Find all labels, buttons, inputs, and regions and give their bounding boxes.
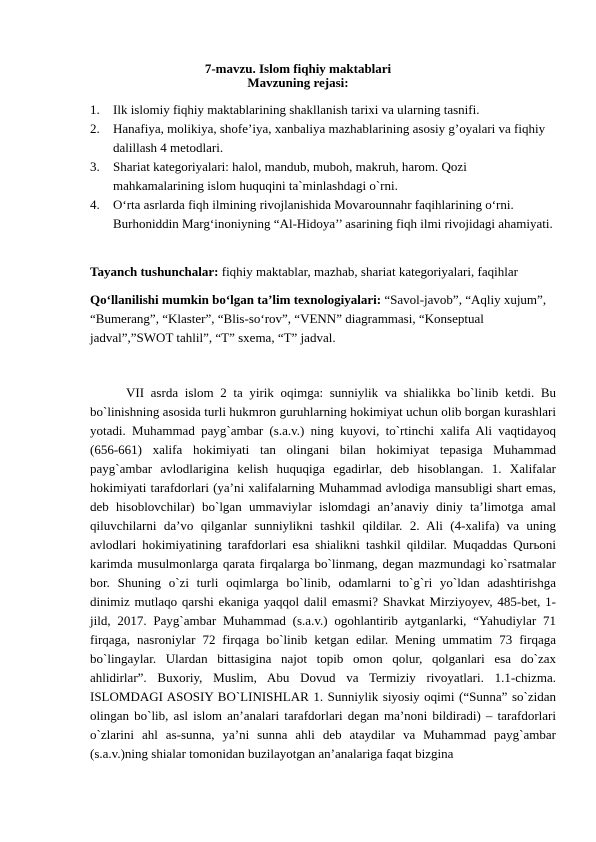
plan-item-text: Hanafiya, molikiya, shofe’iya, xanbaliya mazhablarining asosiy g’oyalari va fiqhiy dalillash 4 metodlari. [113, 121, 546, 155]
plan-item [90, 157, 560, 195]
plan-item-number: 3. [90, 159, 100, 174]
plan-heading: Mavzuning rejasi: [247, 75, 349, 90]
plan-item-text: O‘rta asrlarda fiqh ilmining rivojlanishida Movarounnahr faqihlarining o‘rni. Burhoniddin Marg‘inoniyning “Al-Hidoya’’ asarining fiqh ilmi rivojidagi ahamiyati. [113, 197, 553, 231]
plan-item [90, 119, 560, 157]
key-concepts [90, 262, 560, 281]
key-concepts-label: Tayanch tushunchalar: [90, 264, 219, 279]
plan-item-number: 2. [90, 121, 100, 136]
key-concepts-text: fiqhiy maktablar, mazhab, shariat kategoriyalari, faqihlar [218, 264, 518, 279]
plan-item-text: Shariat kategoriyalari: halol, mandub, muboh, makruh, harom. Qozi mahkamalarining islom huquqini ta`minlashdagi o`rni. [113, 159, 467, 193]
teaching-technologies [90, 290, 560, 347]
plan-list [90, 100, 560, 233]
topic-title: 7-mavzu. Islom fiqhiy maktablari [204, 61, 392, 76]
teaching-technologies-label: Qo‘llanilishi mumkin bo‘lgan ta’lim texnologiyalari: [90, 292, 382, 307]
plan-item [90, 195, 560, 233]
plan-item-text: Ilk islomiy fiqhiy maktablarining shakllanish tarixi va ularning tasnifi. [113, 102, 480, 117]
plan-item-number: 4. [90, 197, 100, 212]
plan-item [90, 100, 560, 119]
plan-item-number: 1. [90, 102, 100, 117]
body-paragraph: VII asrda islom 2 ta yirik oqimga: sunniylik va shialikka bo`linib ketdi. Bu bo`linishning asosida turli hukmron guruhlarning hokimiyat uchun olib borgan kurashlari yotadi. Muhammad payg`ambar (s.a.v.) ning kuyovi, to`rtinchi xalifa Ali vaqtidayoq (656-661) xalifa hokimiyati tan olingani bilan hokimiyat tepasiga Muhammad payg`ambar avlodlarigina kelish huquqiga egadirlar, deb hisoblangan. 1. Xalifalar hokimiyati tarafdorlari (ya’ni xalifalarning Muhammad avlodiga mansubligi shart emas, deb hisoblovchilar) bo`lgan ummaviylar islomdagi an’anaviy diniy ta’limotga amal qiluvchilarni da’vo qilganlar sunniylikni tashkil qildilar. 2. Ali (4-xalifa) va uning avlodlari hokimiyatining tarafdorlari esa shialikni tashkil qildilar. Muqaddas Qurьoni karimda musulmonlarga qarata firqalarga bo`linmang, degan mazmundagi ko`rsatmalar bor. Shuning o`zi turli oqimlarga bo`linib, odamlarni to`g`ri yo`ldan adashtirishga dinimiz mutlaqo qarshi ekaniga yaqqol dalil emasmi? Shavkat Mirziyoyev, 485-bet, 1-jild, 2017. Payg`ambar Muhammad (s.a.v.) ogohlantirib aytganlarki, “Yahudiylar 71 firqaga, nasroniylar 72 firqaga bo`linib ketgan edilar. Mening ummatim 73 firqaga bo`lingaylar. Ulardan bittasigina najot topib omon qolur, qolganlari esa do`zax ahlidirlar”. Buxoriy, Muslim, Abu Dovud va Termiziy rivoyatlari. 1.1-chizma. ISLOMDAGI ASOSIY BO`LINISHLAR 1. Sunniylik siyosiy oqimi (“Sunna” so`zidan olingan bo`lib, asl islom an’analari tarafdorlari degan ma’noni bildiradi) – tarafdorlari o`zlarini ahl as-sunna, ya’ni sunna ahli deb ataydilar va Muhammad payg`ambar (s.a.v.)ning shialar tomonidan buzilayotgan an’analariga faqat bizgina [90, 385, 556, 761]
teaching-technologies-text: “Savol-javob”, “Aqliy xujum”, “Bumerang”, “Klaster”, “Blis-so‘rov”, “VENN” diagrammasi, “Konseptual jadval”,”SWOT tahlil”, “T” sxema, “T” jadval. [90, 292, 547, 345]
